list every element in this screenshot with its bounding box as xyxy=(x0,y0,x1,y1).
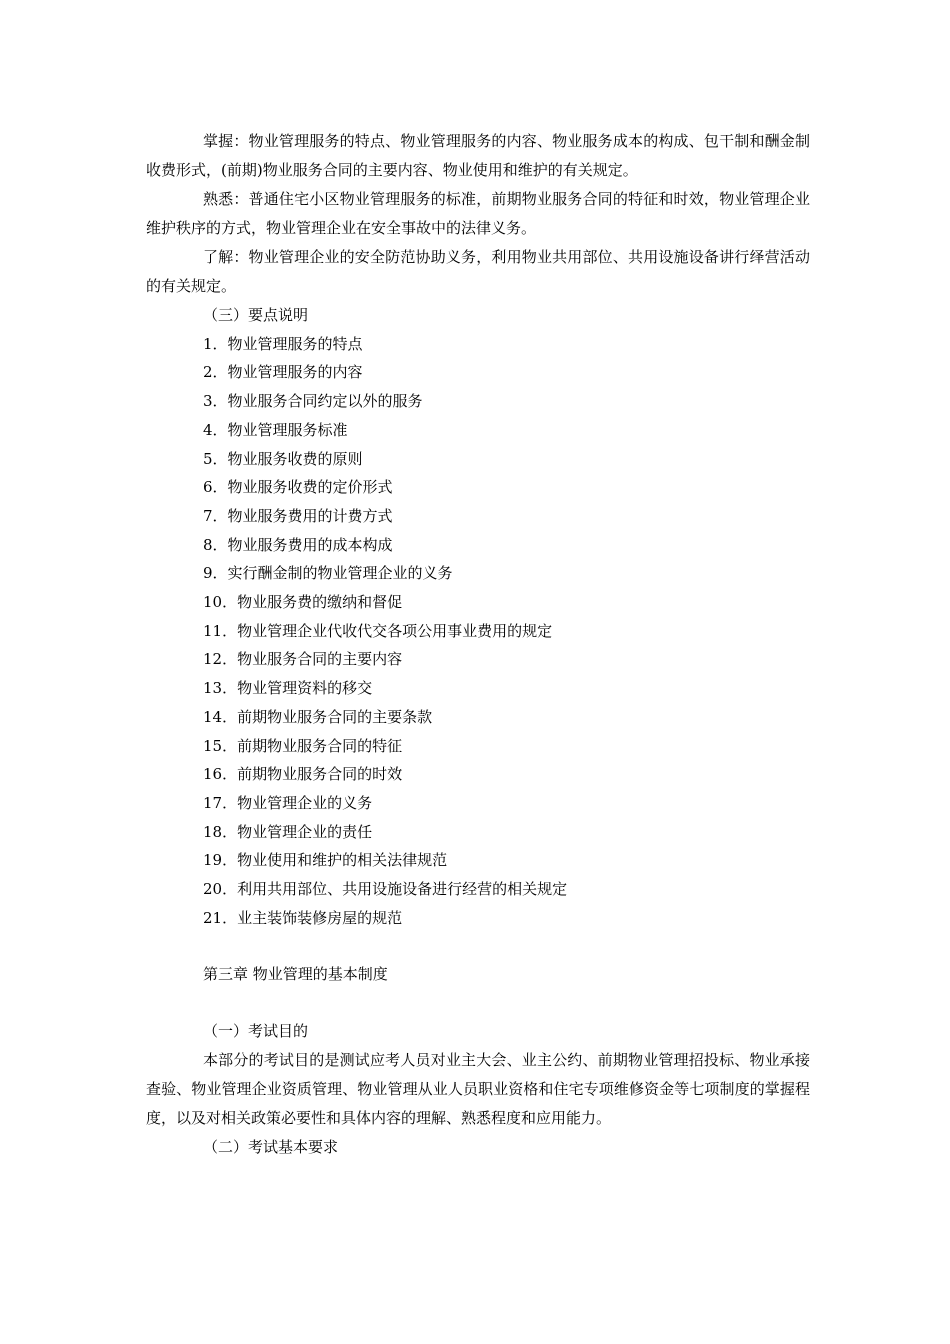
intro-understand: 了解：物业管理企业的安全防范协助义务，利用物业共用部位、共用设施设备讲行绎营活动的有关规定。 xyxy=(146,248,810,295)
list-item: 10．物业服务费的缴纳和督促 xyxy=(203,593,403,612)
list-item: 3．物业服务合同约定以外的服务 xyxy=(203,392,423,411)
spacer xyxy=(146,932,810,960)
section-heading-exam-purpose: （一）考试目的 xyxy=(203,1022,309,1041)
list-item: 19．物业使用和维护的相关法律规范 xyxy=(203,851,448,870)
section-body-exam-purpose: 本部分的考试目的是测试应考人员对业主大会、业主公约、前期物业管理招投标、物业承接查验、物业管理企业资质管理、物业管理从业人员职业资格和住宅专项维修资金等七项制度的掌握程度，以及对相关政策必要性和具体内容的理解、熟悉程度和应用能力。 xyxy=(146,1050,810,1127)
list-item: 6．物业服务收费的定价形式 xyxy=(203,478,393,497)
intro-master: 掌握：物业管理服务的特点、物业管理服务的内容、物业服务成本的构成、包干制和酬金制收费形式，(前期)物业服务合同的主要内容、物业使用和维护的有关规定。 xyxy=(146,132,810,179)
list-item: 20．利用共用部位、共用设施设备进行经营的相关规定 xyxy=(203,880,568,899)
list-item: 8．物业服务费用的成本构成 xyxy=(203,535,393,554)
list-item: 11．物业管理企业代收代交各项公用事业费用的规定 xyxy=(203,621,553,640)
list-item: 12．物业服务合同的主要内容 xyxy=(203,650,403,669)
document-page xyxy=(146,127,810,1162)
list-item: 13．物业管理资料的移交 xyxy=(203,679,373,698)
list-item: 2．物业管理服务的内容 xyxy=(203,363,363,382)
list-item: 14．前期物业服务合同的主要条款 xyxy=(203,707,433,726)
list-item: 7．物业服务费用的计费方式 xyxy=(203,506,393,525)
list-item: 21．业主装饰装修房屋的规范 xyxy=(203,908,403,927)
points-list xyxy=(146,330,810,933)
list-item: 18．物业管理企业的责任 xyxy=(203,822,373,841)
list-item: 1．物业管理服务的特点 xyxy=(203,334,363,353)
list-item: 5．物业服务收费的原则 xyxy=(203,449,363,468)
list-item: 15．前期物业服务合同的特征 xyxy=(203,736,403,755)
list-item: 16．前期物业服务合同的时效 xyxy=(203,765,403,784)
points-heading: （三）要点说明 xyxy=(203,306,309,324)
list-item: 9．实行酬金制的物业管理企业的义务 xyxy=(203,564,453,583)
list-item: 17．物业管理企业的义务 xyxy=(203,793,373,812)
list-item: 4．物业管理服务标准 xyxy=(203,420,348,439)
spacer xyxy=(146,989,810,1017)
section-heading-basic-requirements: （二）考试基本要求 xyxy=(203,1137,339,1156)
chapter-title: 第三章 物业管理的基本制度 xyxy=(203,965,388,984)
intro-familiar: 熟悉：普通住宅小区物业管理服务的标准，前期物业服务合同的特征和时效，物业管理企业维护秩序的方式，物业管理企业在安全事故中的法律义务。 xyxy=(146,190,810,237)
